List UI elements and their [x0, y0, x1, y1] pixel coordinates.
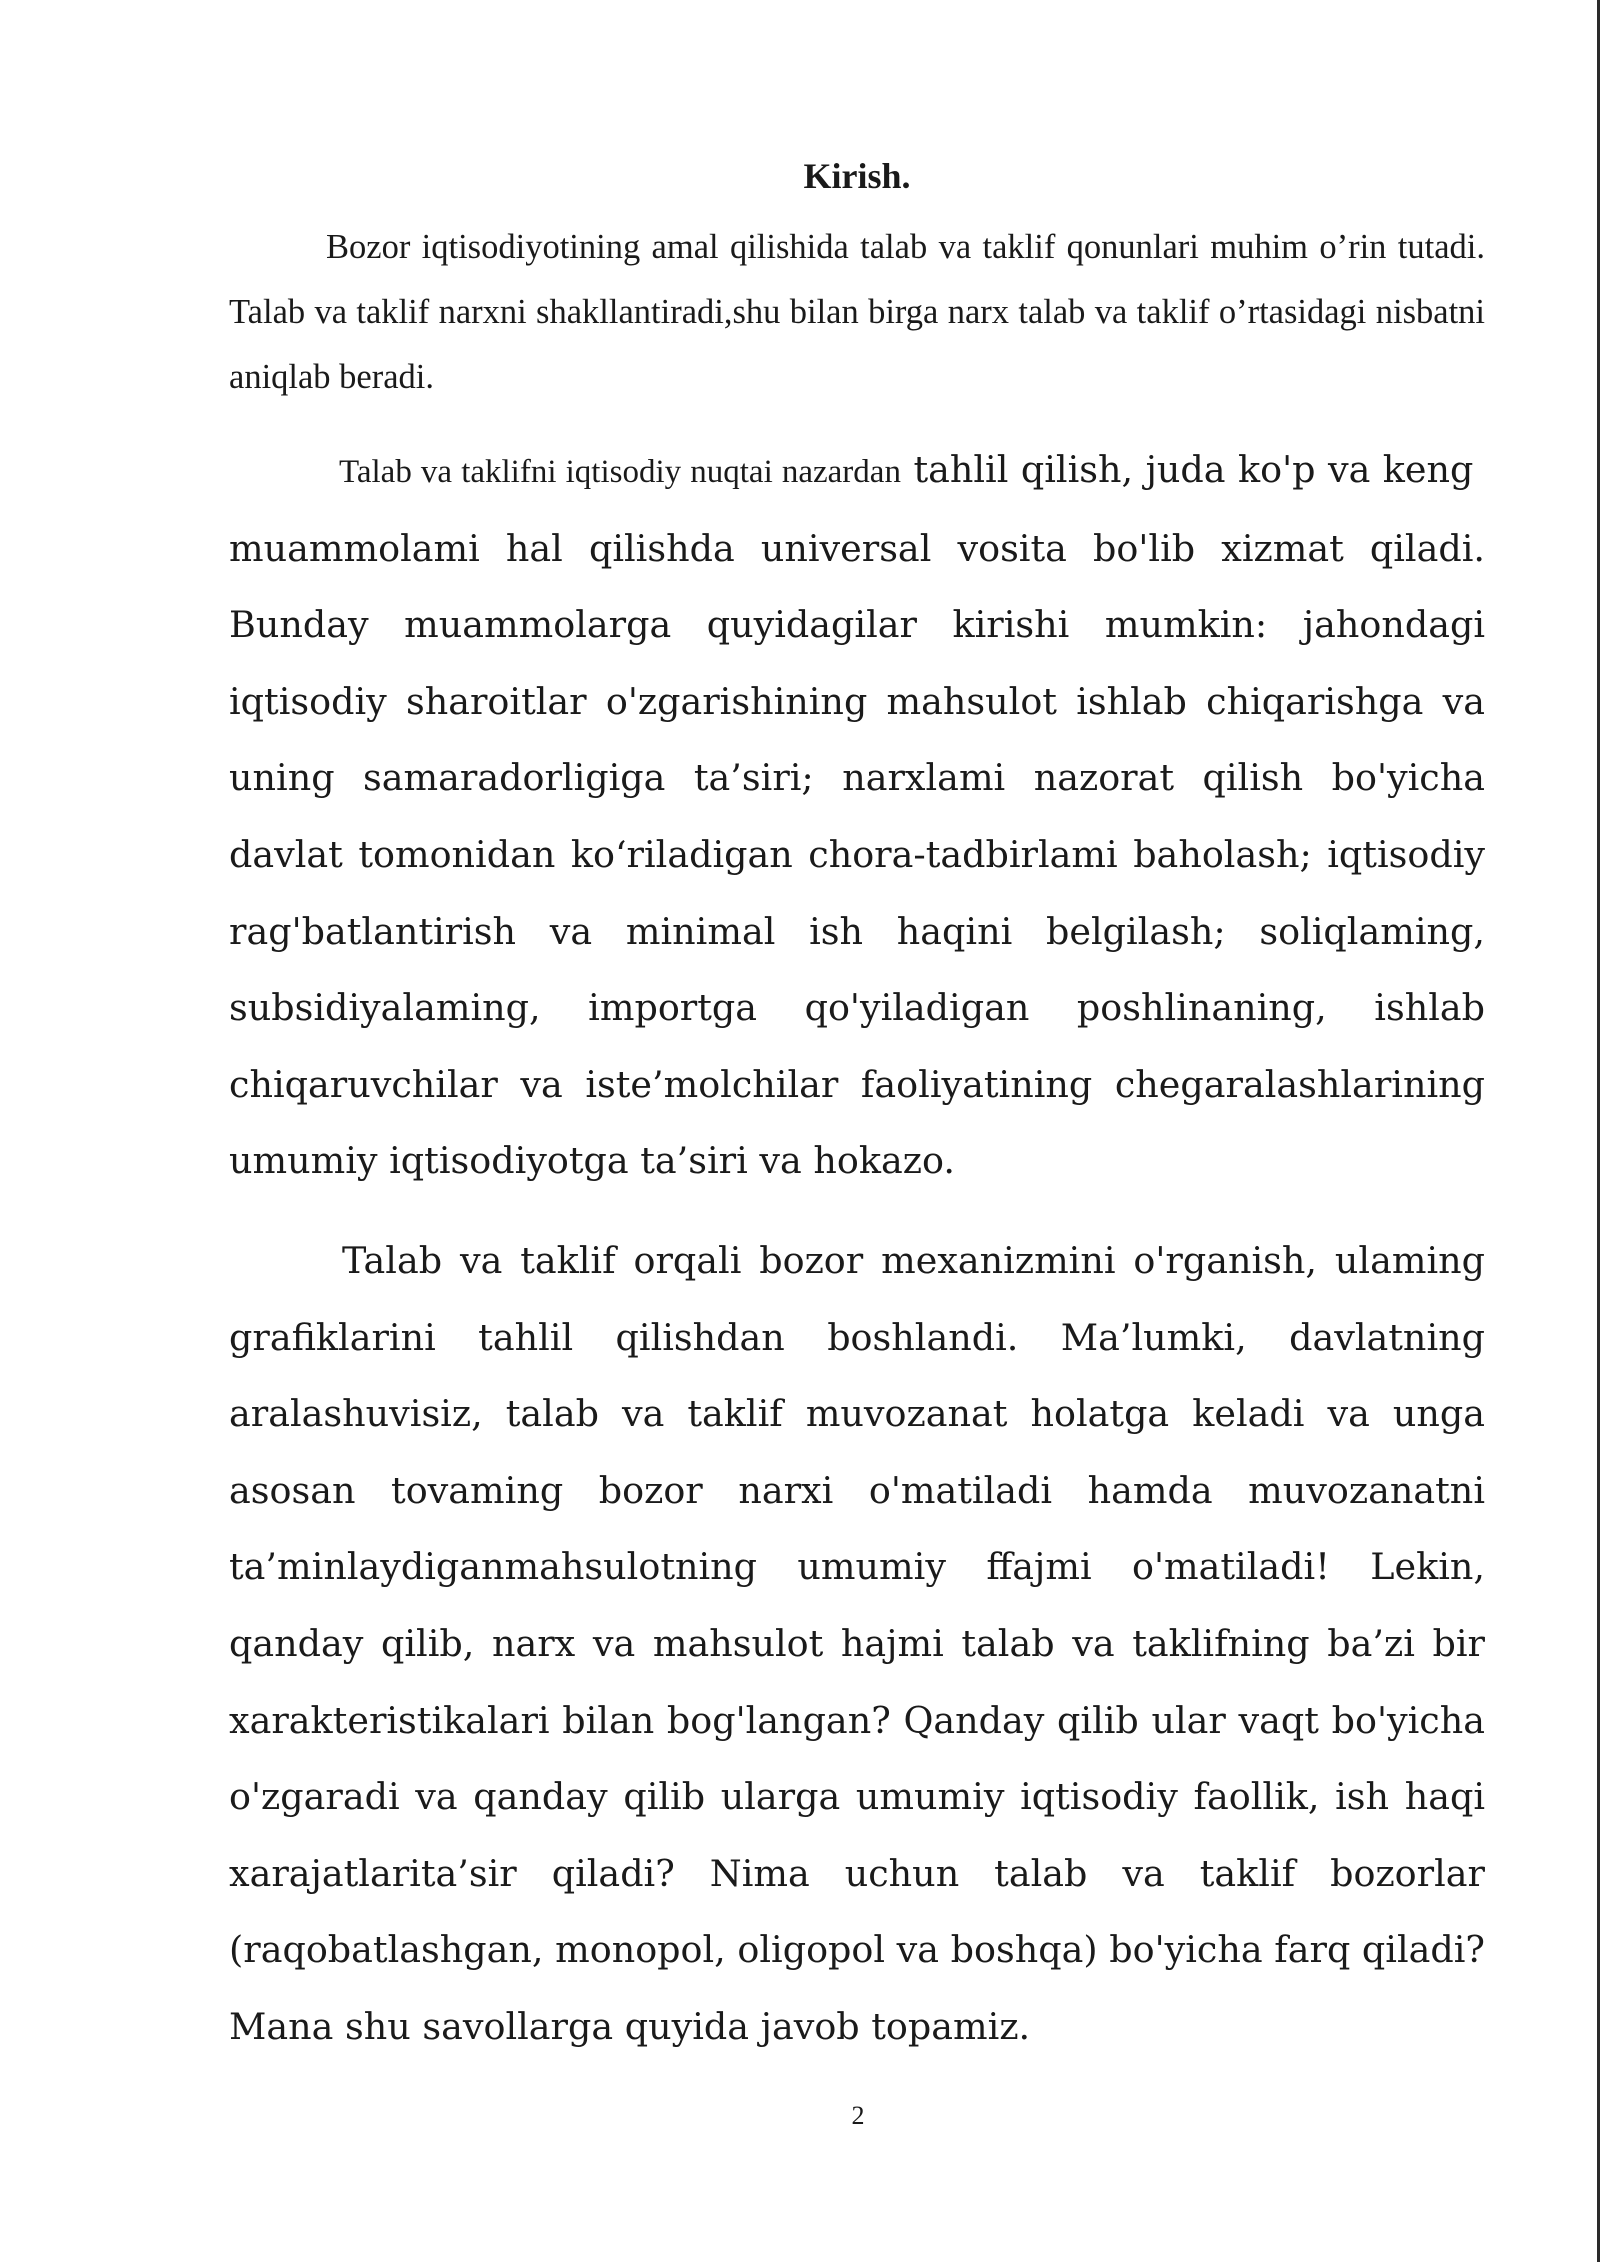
section-heading: Kirish.: [803, 156, 911, 196]
paragraph-2-body: muammolami hal qilishda universal vosita bo'lib xizmat qiladi. Bunday muammolarga quyidagilar kirishi mumkin: jahondagi iqtisodiy sharoitlar o'zgarishining mahsulot ishlab chiqarishga va uning samaradorligiga ta’siri; narxlami nazorat qilish bo'yicha davlat tomonidan ko‘riladigan chora-tadbirlami baholash; iqtisodiy rag'batlantirish va minimal ish haqini belgilash; soliqlaming, subsidiyalaming, importga qo'yiladigan poshlinaning, ishlab chiqaruvchilar va iste’molchilar faoliyatining chegaralashlarining umumiy iqtisodiyotga ta’siri va hokazo.: [229, 526, 1485, 1183]
paragraph-2: [229, 432, 1485, 1200]
paragraph-2-lead-large: tahlil qilish, juda ko'p va keng: [913, 448, 1474, 491]
paragraph-1: Bozor iqtisodiyotining amal qilishida talab va taklif qonunlari muhim o’rin tutadi. Talab va taklif narxni shakllantiradi,shu bilan birga narx talab va taklif o’rtasidagi nisbatni aniqlab beradi.: [229, 228, 1485, 396]
paragraph-3: Talab va taklif orqali bozor mexanizmini o'rganish, ulaming grafiklarini tahlil qilishdan boshlandi. Ma’lumki, davlatning aralashuvisiz, talab va taklif muvozanat holatga keladi va unga asosan tovaming bozor narxi o'matiladi hamda muvozanatni ta’minlaydiganmahsulotning umumiy ffajmi o'matiladi! Lekin, qanday qilib, narx va mahsulot hajmi talab va taklifning ba’zi bir xarakteristikalari bilan bog'langan? Qanday qilib ular vaqt bo'yicha o'zgaradi va qanday qilib ularga umumiy iqtisodiy faollik, ish haqi xarajatlarita’sir qiladi? Nima uchun talab va taklif bozorlar (raqobatlashgan, monopol, oligopol va boshqa) bo'yicha farq qiladi? Mana shu savollarga quyida javob topamiz.: [229, 1239, 1485, 2048]
paragraph-2-lead: Talab va taklifni iqtisodiy nuqtai nazardan: [339, 454, 901, 490]
page-number: 2: [851, 2101, 865, 2130]
